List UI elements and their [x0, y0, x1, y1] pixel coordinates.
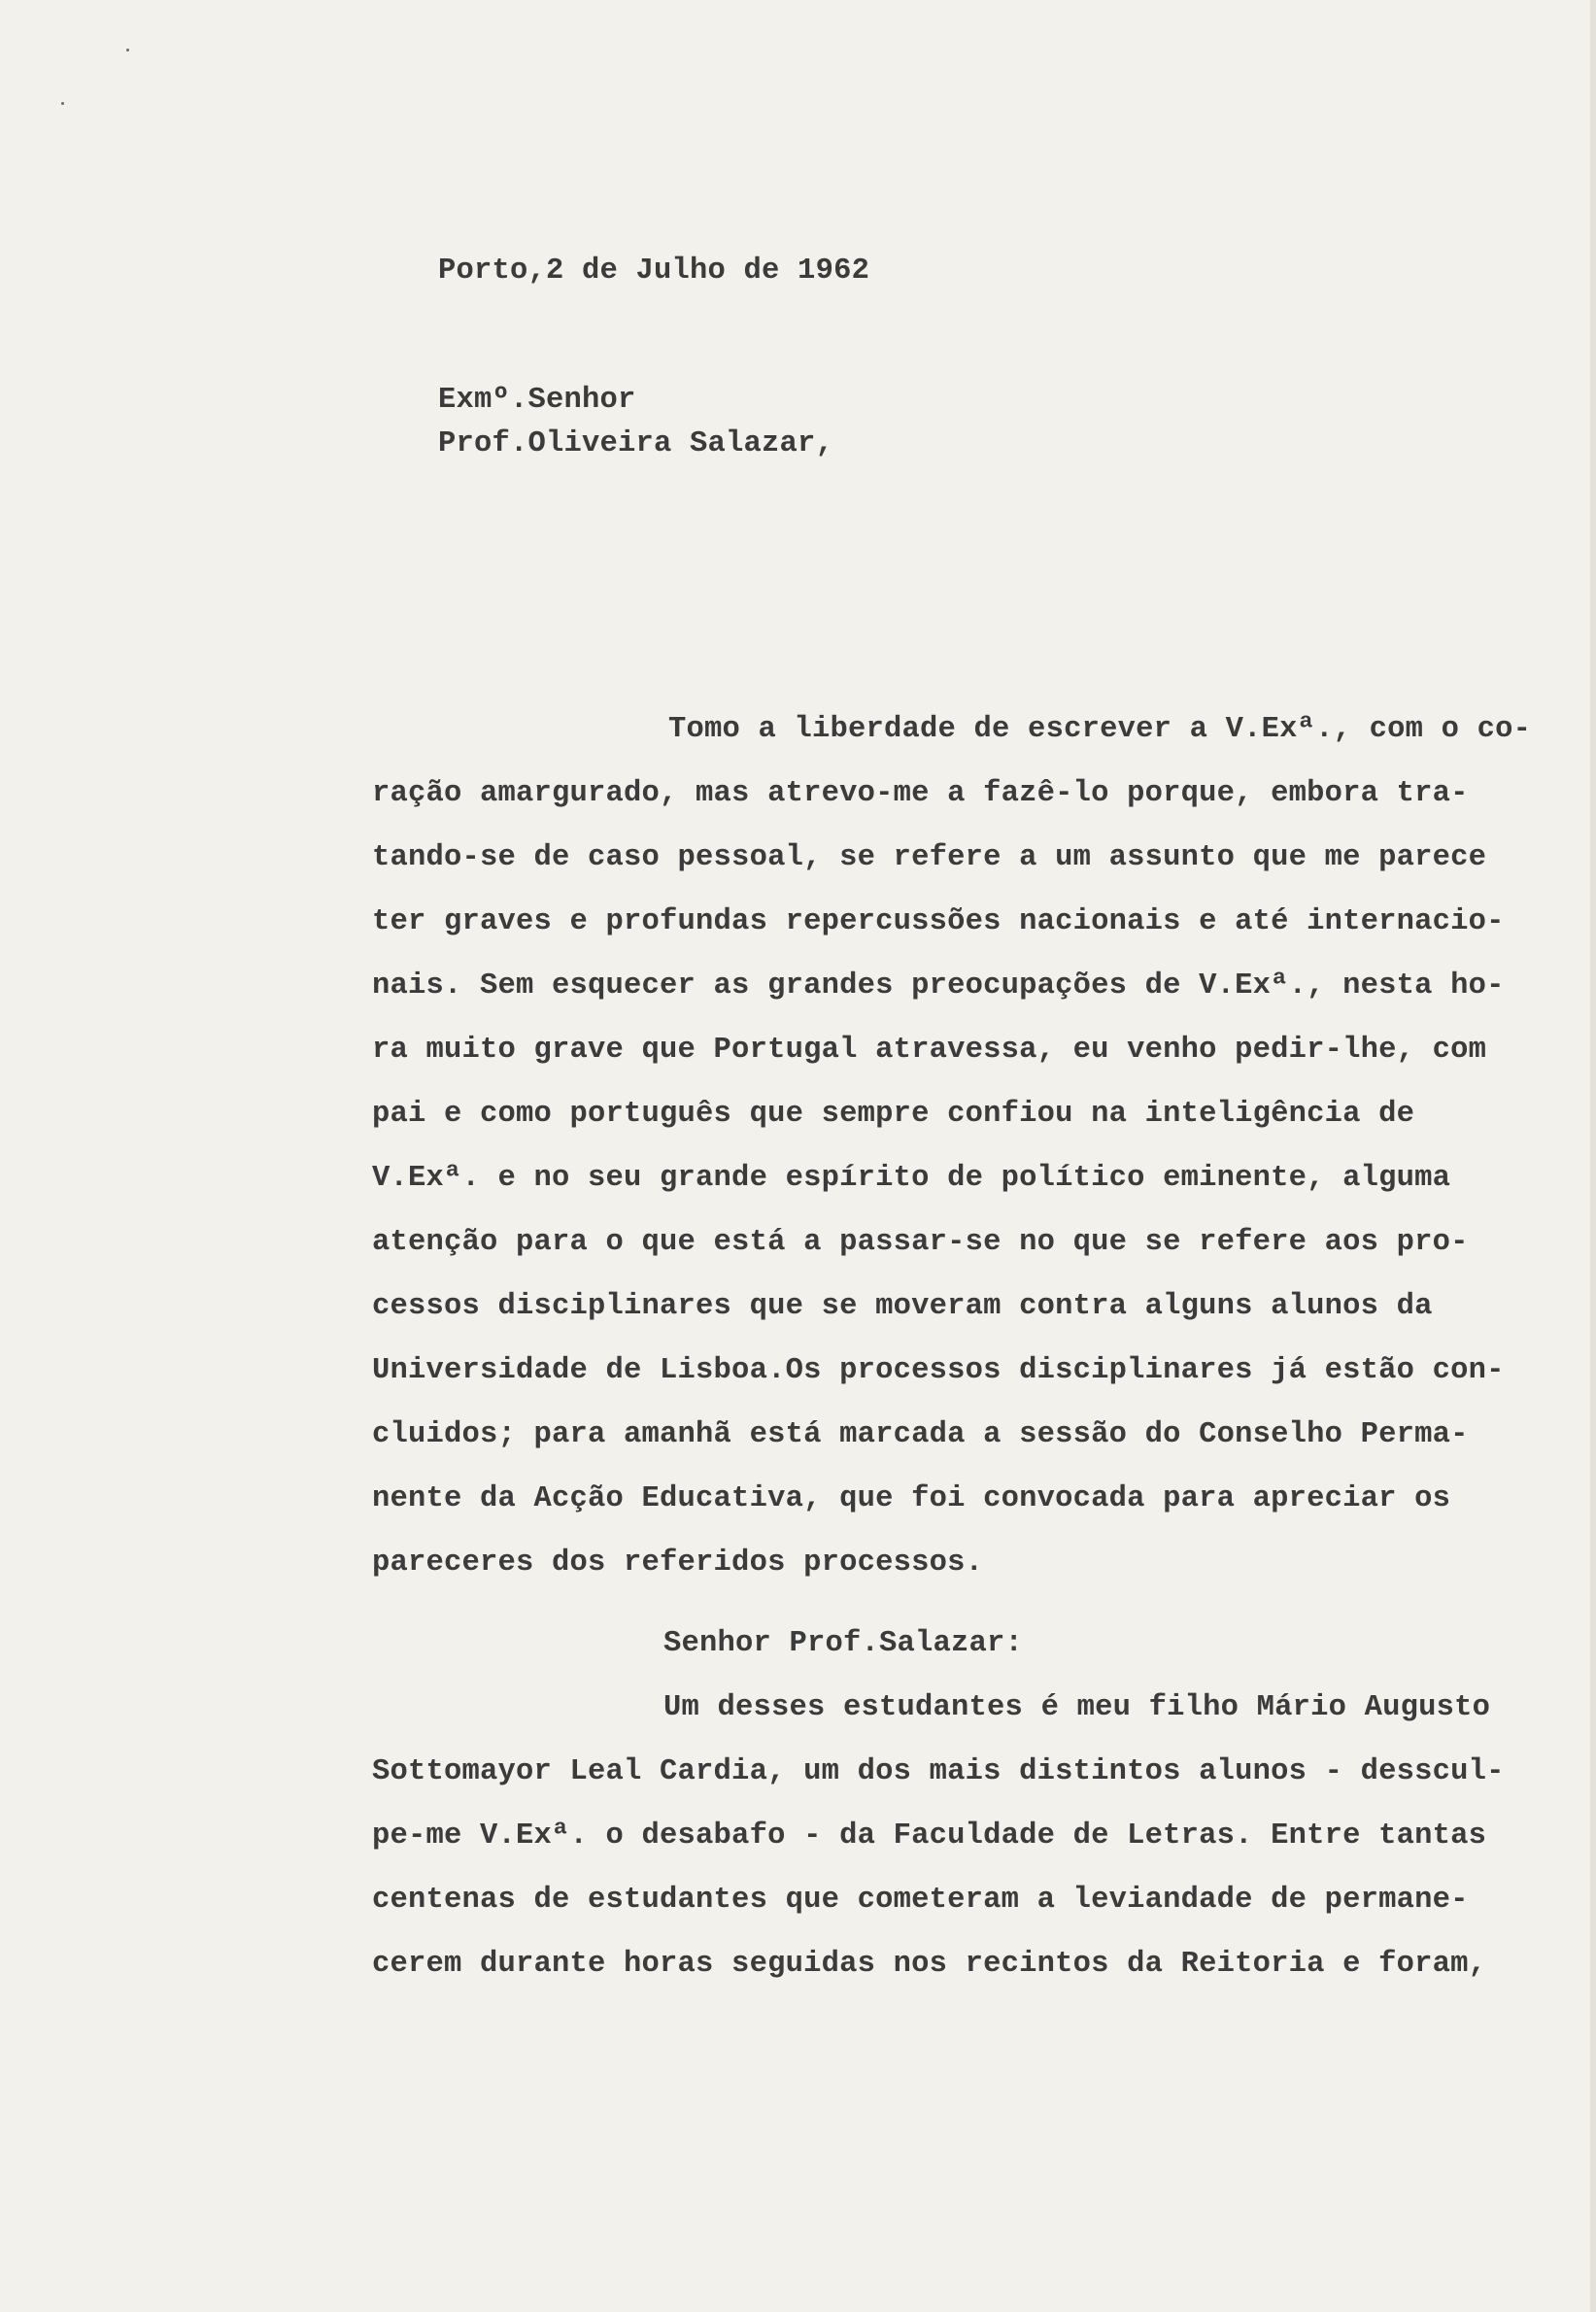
paragraph-2-line: pe-me V.Exª. o desabafo - da Faculdade de Letras. Entre tantas [372, 1819, 1487, 1853]
paragraph-1-line: V.Exª. e no seu grande espírito de político eminente, alguma [372, 1162, 1451, 1195]
salutation-name: Prof.Oliveira Salazar, [438, 427, 834, 460]
date-line: Porto,2 de Julho de 1962 [438, 255, 870, 288]
paragraph-2-line: Um desses estudantes é meu filho Mário Augusto [663, 1691, 1491, 1724]
paragraph-1-line: Universidade de Lisboa.Os processos disciplinares já estão con- [372, 1354, 1505, 1387]
paragraph-1-line: nente da Acção Educativa, que foi convocada para apreciar os [372, 1482, 1451, 1515]
paragraph-1-line: Tomo a liberdade de escrever a V.Exª., com o co- [668, 713, 1532, 746]
paragraph-2-line: centenas de estudantes que cometeram a leviandade de permane- [372, 1884, 1469, 1917]
paragraph-1-line: nais. Sem esquecer as grandes preocupações de V.Exª., nesta ho- [372, 969, 1505, 1003]
paragraph-1-line: atenção para o que está a passar-se no que se refere aos pro- [372, 1226, 1469, 1259]
paragraph-1-line: ração amargurado, mas atrevo-me a fazê-lo porque, embora tra- [372, 777, 1469, 810]
paragraph-2-line: Sottomayor Leal Cardia, um dos mais distintos alunos - desscul- [372, 1755, 1505, 1788]
paragraph-1-line: pai e como português que sempre confiou na inteligência de [372, 1098, 1415, 1131]
salutation-title: Exmº.Senhor [438, 384, 636, 417]
paper-speck [61, 102, 64, 105]
paragraph-1-line: tando-se de caso pessoal, se refere a um assunto que me parece [372, 841, 1487, 874]
paragraph-1-line: cessos disciplinares que se moveram contra alguns alunos da [372, 1290, 1433, 1323]
paragraph-1-line: ra muito grave que Portugal atravessa, eu venho pedir-lhe, com [372, 1034, 1487, 1067]
paragraph-2-line: cerem durante horas seguidas nos recintos da Reitoria e foram, [372, 1948, 1487, 1981]
page-edge [1590, 0, 1596, 2312]
paper-speck [126, 49, 129, 51]
paragraph-1-line: pareceres dos referidos processos. [372, 1547, 984, 1580]
paragraph-1-line: ter graves e profundas repercussões nacionais e até internacio- [372, 905, 1505, 938]
second-address: Senhor Prof.Salazar: [663, 1627, 1024, 1660]
paragraph-1-line: cluidos; para amanhã está marcada a sessão do Conselho Perma- [372, 1418, 1469, 1451]
